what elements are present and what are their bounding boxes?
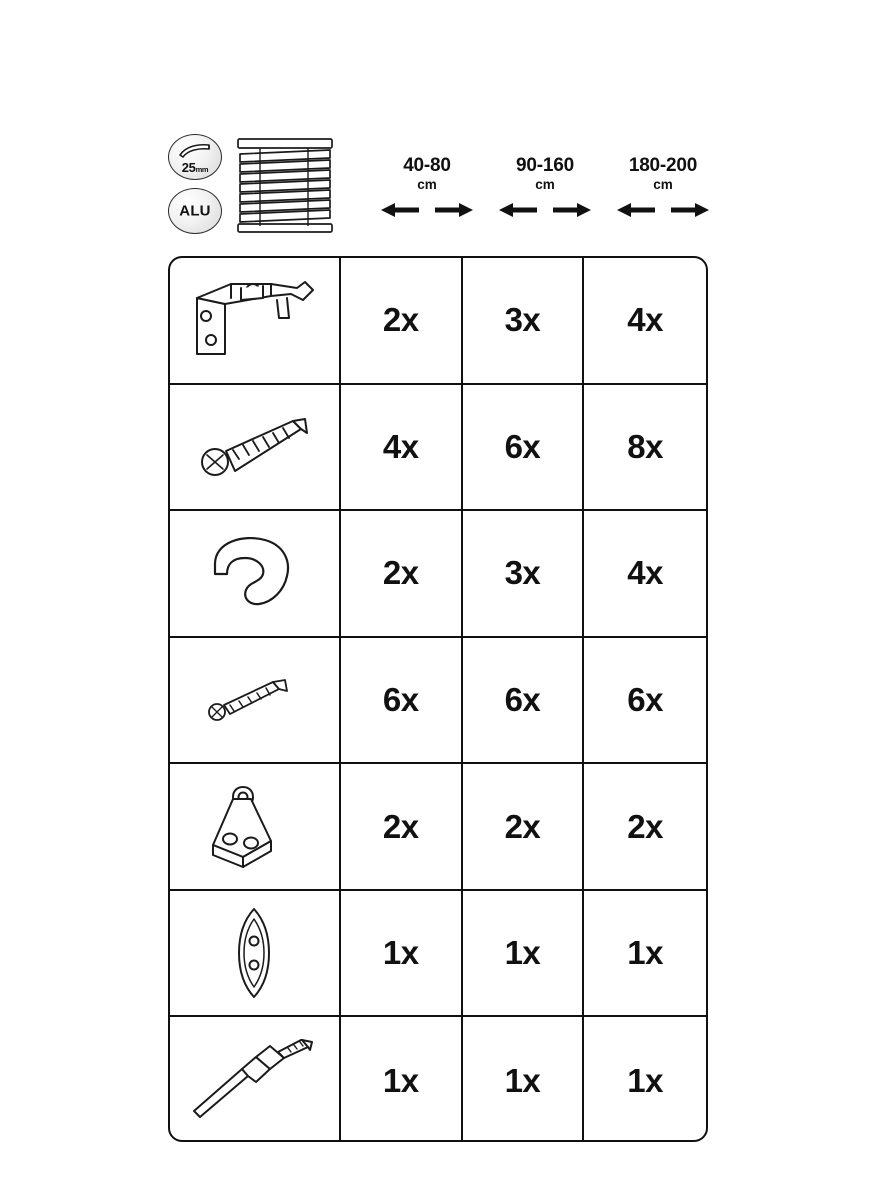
double-arrow-icon xyxy=(364,200,490,222)
tilt-wand-icon xyxy=(170,1017,339,1142)
quantity-cell: 2x xyxy=(341,511,463,636)
clip-hook-icon xyxy=(170,511,339,636)
width-unit-label: cm xyxy=(417,176,437,192)
quantity-cell: 2x xyxy=(341,764,463,889)
table-row xyxy=(170,385,706,512)
quantity-cell: 6x xyxy=(463,638,585,763)
table-row xyxy=(170,764,706,891)
material-label: ALU xyxy=(179,202,211,220)
part-cell xyxy=(170,764,341,889)
part-cell xyxy=(170,258,341,383)
width-column-3 xyxy=(600,156,726,222)
quantity-cell: 1x xyxy=(463,891,585,1016)
material-badge xyxy=(168,188,222,234)
quantity-cell: 1x xyxy=(341,891,463,1016)
quantity-cell: 8x xyxy=(627,427,663,465)
part-cell xyxy=(170,638,341,763)
slat-size-label: 25mm xyxy=(181,160,209,175)
quantity-cell: 1x xyxy=(341,1017,463,1142)
venetian-blind-icon xyxy=(230,136,340,240)
slat-size-badge xyxy=(168,134,222,180)
header xyxy=(168,128,708,246)
quantity-cell: 4x xyxy=(627,554,663,592)
cord-cleat-icon xyxy=(170,891,339,1016)
width-range-label: 40-80 xyxy=(403,155,451,176)
table-row xyxy=(170,511,706,638)
quantity-cell: 6x xyxy=(341,638,463,763)
slat-profile-icon xyxy=(178,143,212,159)
parts-table xyxy=(168,256,708,1142)
slat-size-unit: mm xyxy=(195,165,209,174)
quantity-cell: 2x xyxy=(463,764,585,889)
quantity-cell: 6x xyxy=(627,680,663,718)
width-column-1 xyxy=(364,156,490,222)
table-row xyxy=(170,891,706,1018)
quantity-cell: 2x xyxy=(341,258,463,383)
small-screw-icon xyxy=(170,638,339,763)
part-cell xyxy=(170,511,341,636)
table-row xyxy=(170,1017,706,1142)
quantity-cell: 2x xyxy=(627,807,663,845)
part-cell xyxy=(170,1017,341,1142)
product-badges xyxy=(168,134,226,238)
bracket-icon xyxy=(170,258,339,383)
part-cell xyxy=(170,385,341,510)
quantity-cell: 1x xyxy=(627,934,663,972)
width-column-headers xyxy=(364,128,708,246)
double-arrow-icon xyxy=(600,200,726,222)
width-unit-label: cm xyxy=(653,176,673,192)
quantity-cell: 3x xyxy=(463,511,585,636)
width-range-label: 180-200 xyxy=(628,155,698,176)
angle-bracket-icon xyxy=(170,764,339,889)
quantity-cell: 1x xyxy=(627,1061,663,1099)
table-row xyxy=(170,258,706,385)
part-cell xyxy=(170,891,341,1016)
quantity-cell: 1x xyxy=(463,1017,585,1142)
table-row xyxy=(170,638,706,765)
double-arrow-icon xyxy=(482,200,608,222)
quantity-cell: 6x xyxy=(463,385,585,510)
quantity-cell: 4x xyxy=(627,301,663,339)
quantity-cell: 3x xyxy=(463,258,585,383)
quantity-cell: 4x xyxy=(341,385,463,510)
width-unit-label: cm xyxy=(535,176,555,192)
width-column-2 xyxy=(482,156,608,222)
wall-plug-screw-icon xyxy=(170,385,339,510)
width-range-label: 90-160 xyxy=(516,155,574,176)
